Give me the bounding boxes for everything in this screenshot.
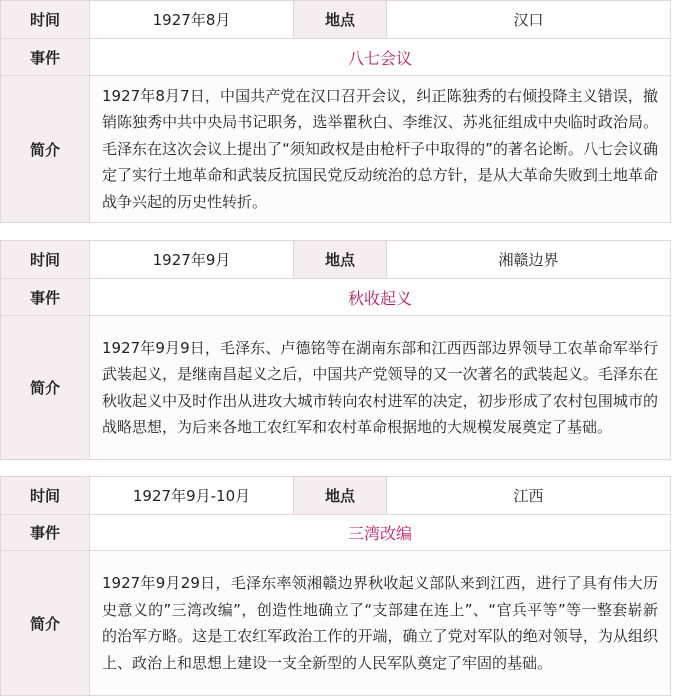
intro-label: 简介	[1, 76, 90, 223]
time-value: 1927年9月	[90, 241, 294, 279]
time-value: 1927年8月	[90, 1, 294, 39]
intro-row	[1, 316, 671, 460]
event-label: 事件	[1, 515, 90, 551]
time-place-row	[1, 1, 671, 39]
time-label: 时间	[1, 1, 90, 39]
event-row	[1, 39, 671, 76]
place-value: 湘赣边界	[387, 241, 671, 279]
intro-text: 1927年8月7日，中国共产党在汉口召开会议，纠正陈独秀的右倾投降主义错误，撤销陈独秀中共中央局书记职务，选举瞿秋白、李维汉、苏兆征组成中央临时政治局。毛泽东在这次会议上提出了“须知政权是由枪杆子中取得的”的著名论断。八七会议确定了实行土地革命和武装反抗国民党反动统治的总方针，是从大革命失败到土地革命战争兴起的历史性转折。	[90, 76, 671, 223]
event-label: 事件	[1, 39, 90, 76]
place-value: 江西	[387, 477, 671, 515]
intro-text: 1927年9月9日，毛泽东、卢德铭等在湖南东部和江西西部边界领导工农革命军举行武装起义，是继南昌起义之后，中国共产党领导的又一次著名的武装起义。毛泽东在秋收起义中及时作出从进攻大城市转向农村进军的决定，初步形成了农村包围城市的战略思想，为后来各地工农红军和农村革命根据地的大规模发展奠定了基础。	[90, 316, 671, 460]
place-value: 汉口	[387, 1, 671, 39]
time-place-row	[1, 477, 671, 515]
time-value: 1927年9月-10月	[90, 477, 294, 515]
event-label: 事件	[1, 279, 90, 316]
time-label: 时间	[1, 477, 90, 515]
event-name: 三湾改编	[90, 515, 671, 551]
place-label: 地点	[294, 477, 387, 515]
place-label: 地点	[294, 241, 387, 279]
event-block-1	[0, 0, 671, 223]
time-label: 时间	[1, 241, 90, 279]
event-row	[1, 515, 671, 551]
event-table	[0, 240, 671, 460]
event-name: 八七会议	[90, 39, 671, 76]
event-block-3	[0, 476, 671, 696]
intro-label: 简介	[1, 551, 90, 696]
event-block-2	[0, 240, 671, 460]
time-place-row	[1, 241, 671, 279]
intro-row	[1, 551, 671, 696]
intro-label: 简介	[1, 316, 90, 460]
intro-row	[1, 76, 671, 223]
place-label: 地点	[294, 1, 387, 39]
event-table	[0, 476, 671, 696]
event-name: 秋收起义	[90, 279, 671, 316]
event-table	[0, 0, 671, 223]
intro-text: 1927年9月29日，毛泽东率领湘赣边界秋收起义部队来到江西，进行了具有伟大历史意义的”三湾改编”，创造性地确立了“支部建在连上”、“官兵平等”等一整套崭新的治军方略。这是工农红军政治工作的开端，确立了党对军队的绝对领导，为从组织上、政治上和思想上建设一支全新型的人民军队奠定了牢固的基础。	[90, 551, 671, 696]
event-row	[1, 279, 671, 316]
